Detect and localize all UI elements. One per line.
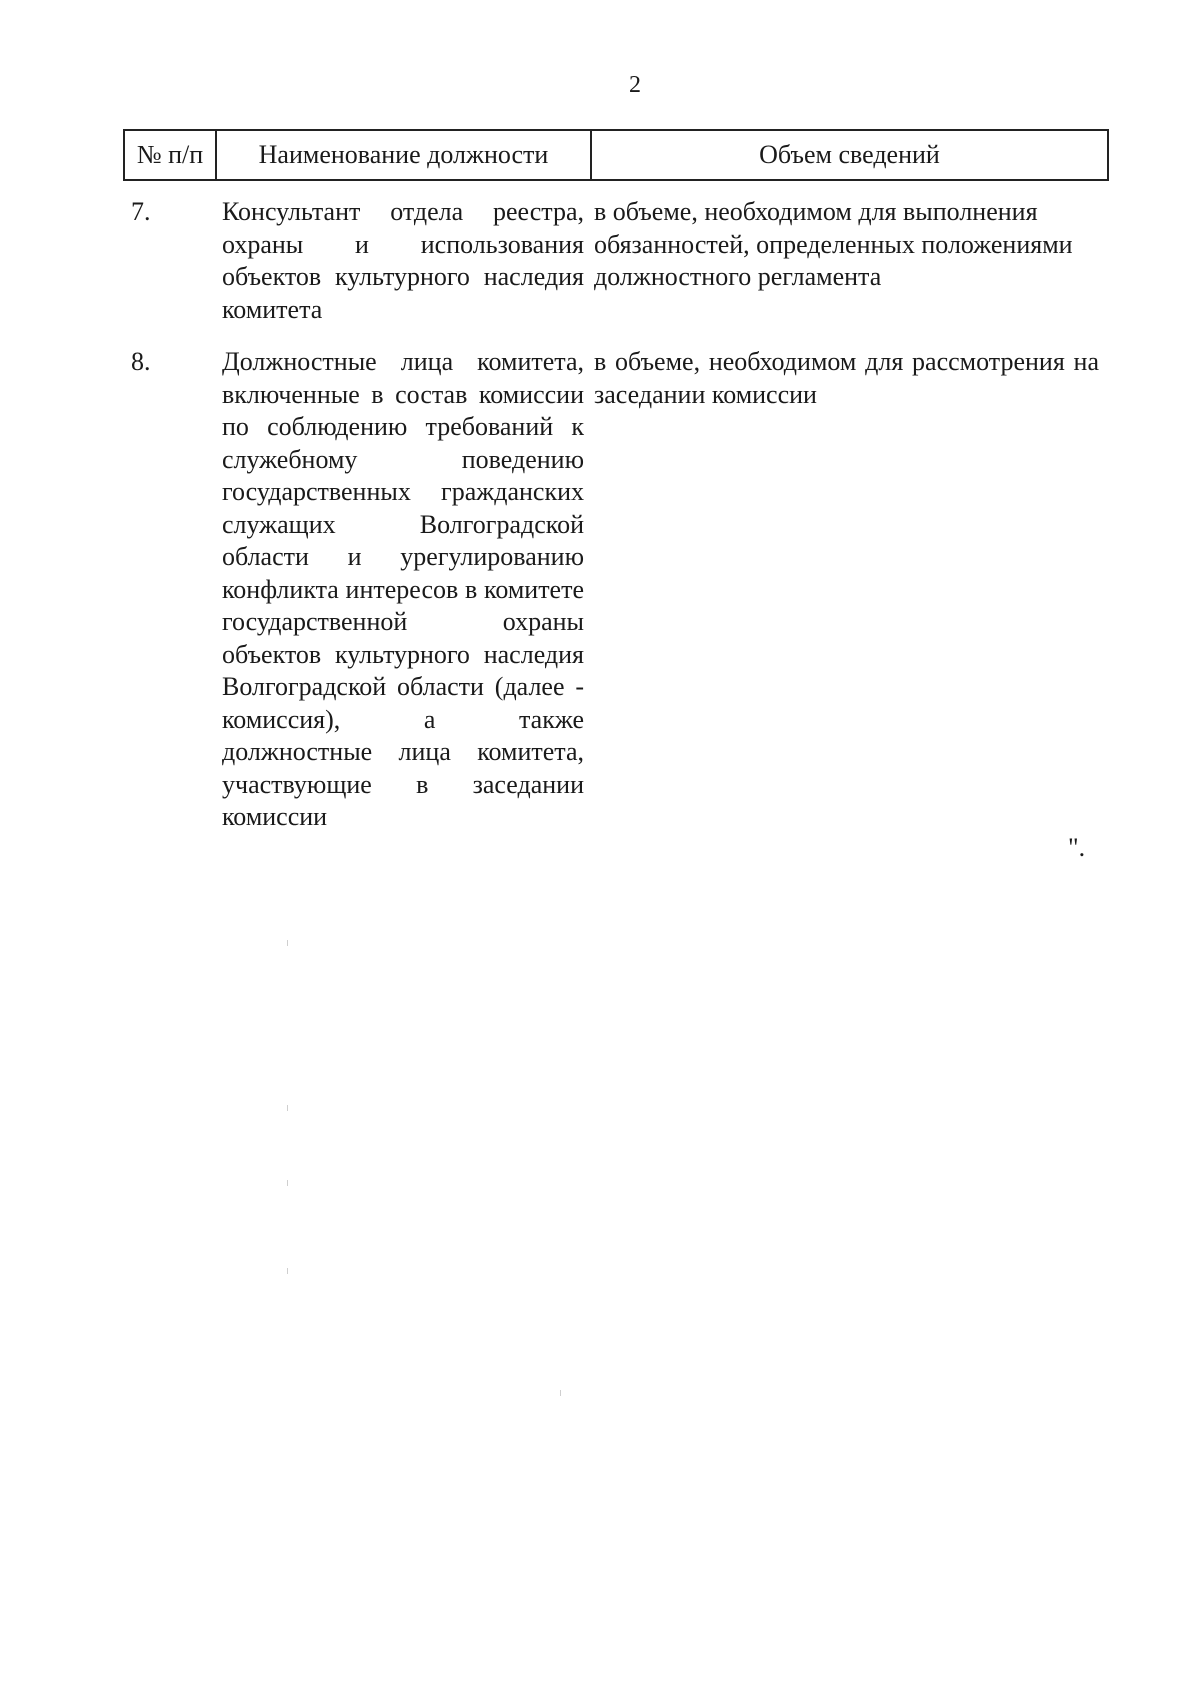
row-info-volume: в объеме, необходимом для рассмотрения на заседании комиссии — [594, 347, 1099, 409]
row-number: 8. — [131, 347, 151, 376]
scan-artifact — [287, 1268, 288, 1274]
row-position-name: Консультант отдела реестра, охраны и использования объектов культурного наследия комитета — [222, 197, 584, 324]
scan-artifact — [287, 940, 288, 946]
scan-artifact — [287, 1105, 288, 1111]
header-position-name: Наименование должности — [217, 131, 592, 179]
row-number: 7. — [131, 197, 151, 226]
page-number: 2 — [629, 72, 641, 98]
closing-quote-mark: ". — [1068, 833, 1086, 862]
table-header — [123, 129, 1109, 181]
header-num: № п/п — [125, 131, 217, 179]
scan-artifact — [560, 1390, 561, 1396]
row-position-name: Должностные лица комитета, включенные в состав комиссии по соблюдению требований к служебному поведению государственных гражданских служащих Волгоградской области и урегулированию конфликта интересов в комитете государственной охраны объектов культурного наследия Волгоградской области (далее - комиссия), а также должностные лица комитета, участвующие в заседании комиссии — [222, 347, 584, 831]
header-info-volume: Объем сведений — [759, 140, 940, 169]
scan-artifact — [287, 1180, 288, 1186]
row-info-volume: в объеме, необходимом для выполнения обязанностей, определенных положениями должностного регламента — [594, 197, 1073, 291]
